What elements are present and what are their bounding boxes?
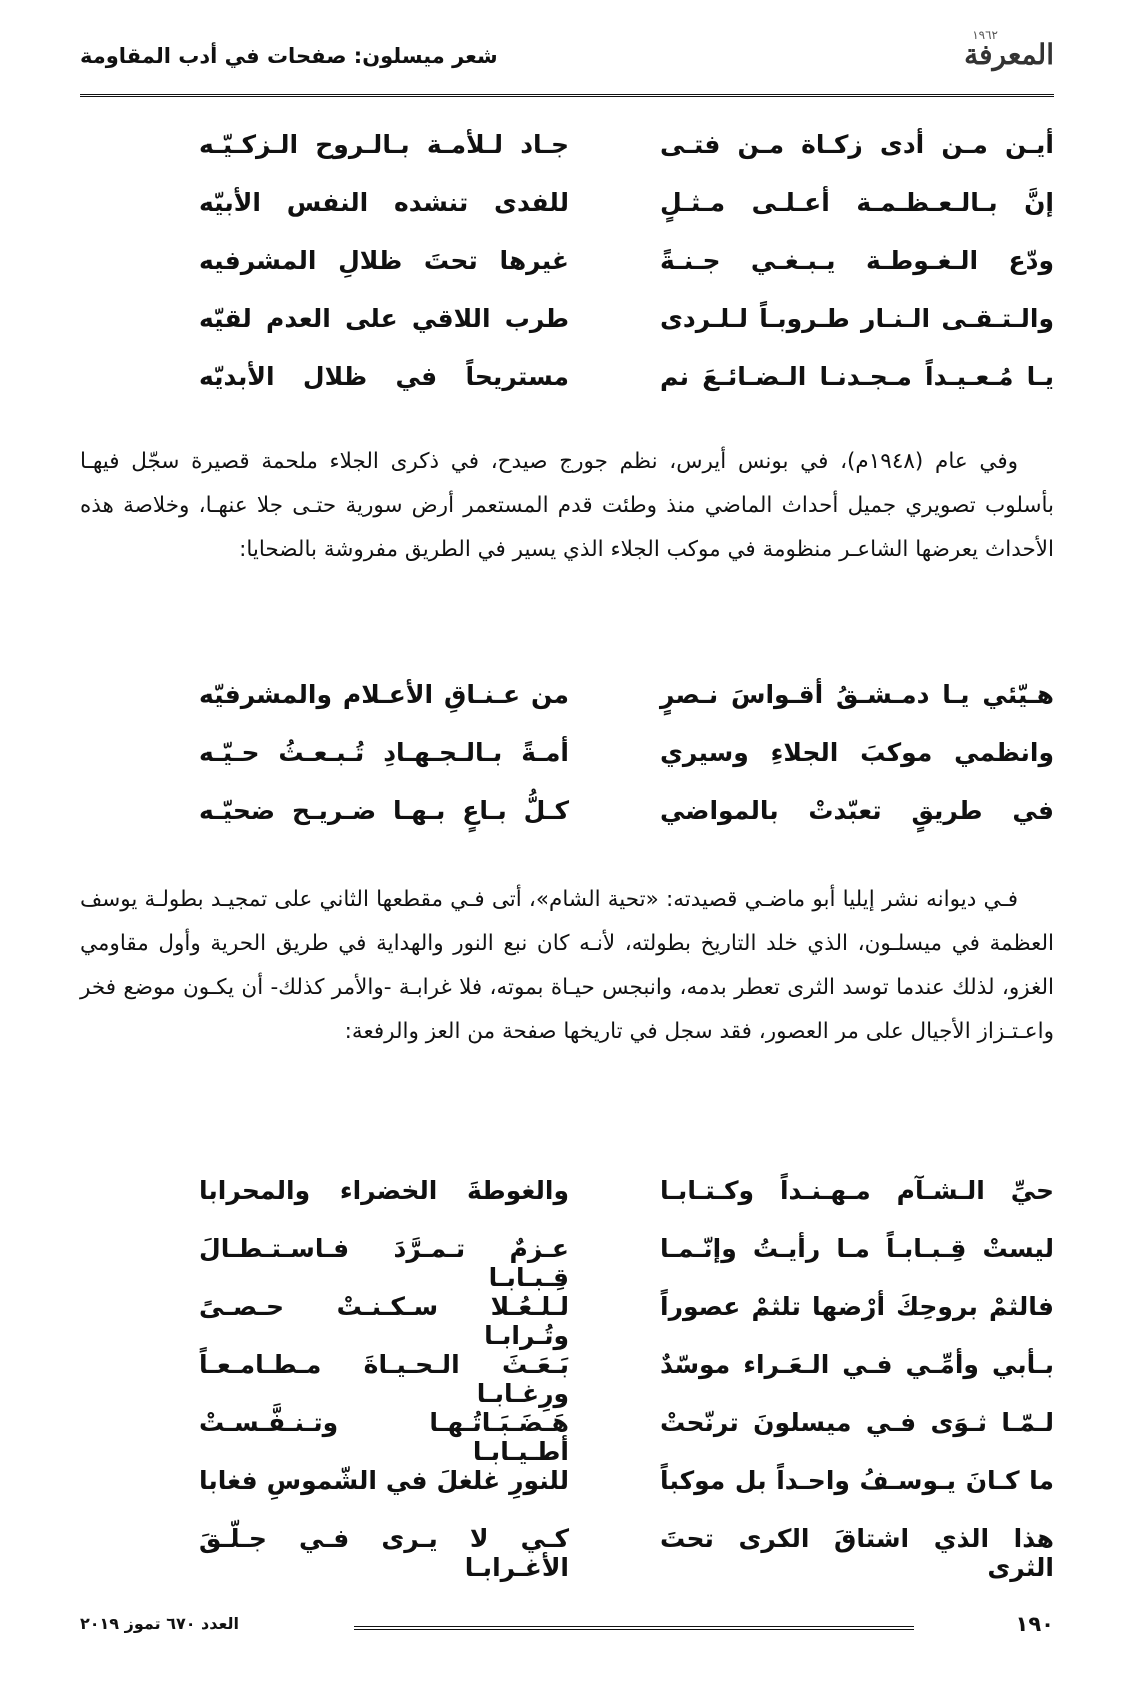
verse-first-hemistich: فالثمْ بروحِكَ أرْضها تلثمْ عصوراً bbox=[660, 1292, 1054, 1321]
verse bbox=[80, 130, 1054, 188]
verse-first-hemistich: هـيّئي يـا دمـشـقُ أقـواسَ نـصرٍ bbox=[660, 680, 1054, 709]
article-title: شعر ميسلون: صفحات في أدب المقاومة bbox=[80, 44, 498, 68]
verse-first-hemistich: بـأبي وأمِّـي فـي الـعَـراء موسّدٌ bbox=[660, 1350, 1054, 1379]
page-number: ١٩٠ bbox=[1015, 1612, 1054, 1636]
verse-first-hemistich: إنَّ بـالـعـظـمـة أعـلـى مـثـلٍ bbox=[660, 188, 1054, 217]
verse-second-hemistich: جـاد لـلأمـة بـالـروح الـزكـيّـه bbox=[199, 130, 569, 159]
verse-second-hemistich: هَـضَـبَـاتُـهـا وتـنـفَّـسـتْ أطـيـابـا bbox=[199, 1408, 569, 1466]
verse bbox=[80, 738, 1054, 796]
footer-rule bbox=[354, 1626, 914, 1630]
verse bbox=[80, 304, 1054, 362]
verse bbox=[80, 1524, 1054, 1582]
issue-label: العدد ٦٧٠ تموز ٢٠١٩ bbox=[80, 1614, 240, 1633]
verse-first-hemistich: والـتـقـى الـنـار طـروبـاً لـلـردى bbox=[660, 304, 1054, 333]
poem-block-3 bbox=[80, 1176, 1054, 1582]
verse bbox=[80, 1408, 1054, 1466]
verse-first-hemistich: أيـن مـن أدى زكـاة مـن فتـى bbox=[660, 130, 1054, 159]
header-rule bbox=[80, 94, 1054, 97]
paragraph-text: وفي عام (١٩٤٨م)، في بونس أيرس، نظم جورج صيدح، في ذكرى الجلاء ملحمة قصيرة سجّل فيهـا بأسلوب تصويري جميل أحداث الماضي منذ وطئت قدم المستعمر أرض سورية حتـى جلا عنهـا، وخلاصة هذه الأحداث يعرضها الشاعـر منظومة في موكب الجلاء الذي يسير في الطريق مفروشة بالضحايا: bbox=[80, 449, 1054, 562]
body-paragraph-1 bbox=[80, 440, 1054, 572]
poem-block-1 bbox=[80, 130, 1054, 420]
verse-first-hemistich: ودّع الـغـوطـة يـبـغـي جـنـةً bbox=[660, 246, 1054, 275]
verse bbox=[80, 1176, 1054, 1234]
verse bbox=[80, 246, 1054, 304]
verse bbox=[80, 680, 1054, 738]
verse-first-hemistich: حيِّ الـشـآم مـهـنـداً وكـتـابـا bbox=[660, 1176, 1054, 1205]
verse-second-hemistich: مستريحاً في ظلال الأبديّه bbox=[199, 362, 569, 391]
page-footer bbox=[80, 1612, 1054, 1642]
poem-block-2 bbox=[80, 680, 1054, 854]
verse bbox=[80, 796, 1054, 854]
verse-second-hemistich: كـي لا يـرى فـي جـلّـقَ الأغـرابـا bbox=[199, 1524, 569, 1582]
verse-second-hemistich: للنورِ غلغلَ في الشّموسِ فغابا bbox=[199, 1466, 569, 1495]
verse-first-hemistich: لـمّـا ثـوَى فـي ميسلونَ ترنّحتْ bbox=[660, 1408, 1054, 1437]
verse-first-hemistich: وانظمي موكبَ الجلاءِ وسيري bbox=[660, 738, 1054, 767]
verse bbox=[80, 188, 1054, 246]
verse-second-hemistich: بَـعَـثَ الـحـيـاةَ مـطـامـعـاً ورِغـابـا bbox=[199, 1350, 569, 1408]
verse-second-hemistich: من عـنـاقِ الأعـلام والمشرفيّه bbox=[199, 680, 569, 709]
verse bbox=[80, 1292, 1054, 1350]
logo-year-mark: ١٩٦٢ bbox=[972, 28, 998, 42]
verse bbox=[80, 1350, 1054, 1408]
verse-second-hemistich: غيرها تحتَ ظلالِ المشرفيه bbox=[199, 246, 569, 275]
body-paragraph-2 bbox=[80, 878, 1054, 1054]
verse-first-hemistich: ليستْ قِـبـابـاً مـا رأيـتُ وإنّـمـا bbox=[660, 1234, 1054, 1263]
verse-second-hemistich: أمـةً بـالـجـهـادِ تُـبـعـثُ حـيّـه bbox=[199, 738, 569, 767]
magazine-logo: المعرفة bbox=[964, 38, 1054, 71]
verse bbox=[80, 1234, 1054, 1292]
verse bbox=[80, 362, 1054, 420]
page-header bbox=[80, 28, 1054, 84]
verse-second-hemistich: عـزمٌ تـمـرَّدَ فـاسـتـطـالَ قِـبـابـا bbox=[199, 1234, 569, 1292]
verse-second-hemistich: كـلُّ بـاعٍ بـهـا ضـريـح ضحيّـه bbox=[199, 796, 569, 825]
verse bbox=[80, 1466, 1054, 1524]
paragraph-text: فـي ديوانه نشر إيليا أبو ماضـي قصيدته: «تحية الشام»، أتى فـي مقطعها الثاني على تمجيـد بطولـة يوسف العظمة في ميسلـون، الذي خلد التاريخ بطولته، لأنـه كان نبع النور والهداية في طريق الحرية وأول مقاومي الغزو، لذلك عندما توسد الثرى تعطر بدمه، وانبجس حيـاة بموته، فلا غرابـة -والأمر كذلك- أن يكـون موضع فخر واعـتـزاز الأجيال على مر العصور، فقد سجل في تاريخها صفحة من العز والرفعة: bbox=[80, 887, 1054, 1044]
verse-second-hemistich: لـلـعُـلا سـكـنـتْ حـصـىً وتُـرابـا bbox=[199, 1292, 569, 1350]
verse-first-hemistich: ما كـانَ يـوسـفُ واحـداً بل موكباً bbox=[660, 1466, 1054, 1495]
verse-second-hemistich: والغوطةَ الخضراء والمحرابا bbox=[199, 1176, 569, 1205]
verse-first-hemistich: هذا الذي اشتاقَ الكرى تحتَ الثرى bbox=[660, 1524, 1054, 1582]
verse-second-hemistich: طرب اللاقي على العدم لقيّه bbox=[199, 304, 569, 333]
verse-second-hemistich: للفدى تنشده النفس الأبيّه bbox=[199, 188, 569, 217]
verse-first-hemistich: في طريقٍ تعبّدتْ بالمواضي bbox=[660, 796, 1054, 825]
verse-first-hemistich: يـا مُـعـيـداً مـجـدنـا الـضـائـعَ نم bbox=[660, 362, 1054, 391]
